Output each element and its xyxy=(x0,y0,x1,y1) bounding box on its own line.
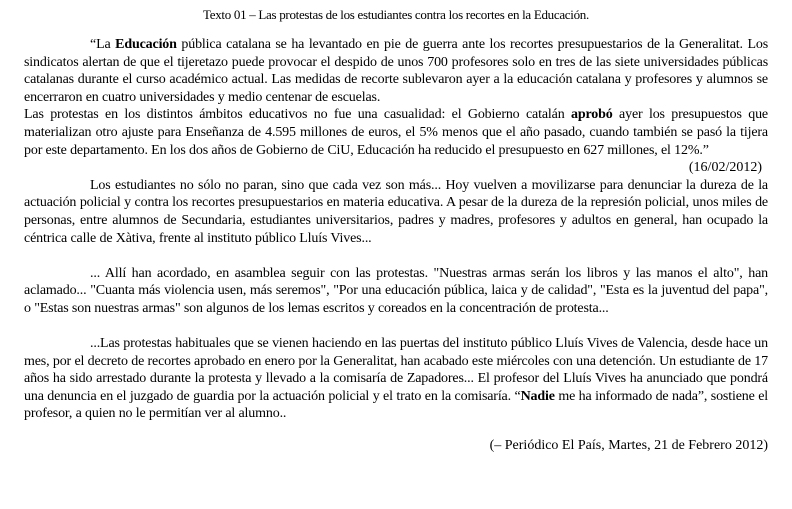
quote-date: (16/02/2012) xyxy=(688,160,762,176)
bold-word: aprobó xyxy=(570,107,613,123)
text-run: ...Las protestas habituales que se vienen haciendo en las puertas del instituto público Lluís Vives de Valencia, desde hace un mes, por el decreto de recortes aprobado en enero por la Generalitat, han acabado este miércoles con una detención. Un estudiante de 17 años ha sido arrestado durante la protesta y llevado a la comisaría de Zapadores... El profesor del Lluís Vives ha anunciado que pondrá una denuncia en el juzgado de guardia por la actuación policial y el trato en la comisaría. “ xyxy=(24,336,768,404)
bold-word: Nadie xyxy=(520,388,555,404)
text-run: Las protestas en los distintos ámbitos educativos no fue una casualidad: el Gobierno catalán xyxy=(24,107,571,123)
text-run: pública catalana se ha levantado en pie de guerra ante los recortes presupuestarios de la Generalitat. Los sindicatos alertan de que el tijeretazo puede provocar el despido de unos 700 profesores solo en tres de las siete universidades públicas catalanas durante el curso académico actual. Las medidas de recorte sublevaron ayer a la educación catalana y profesores y alumnos se encerraron en cuatro universidades y medio centenar de escuelas. xyxy=(24,37,768,105)
text-run: ayer los presupuestos que materializan otro ajuste para Enseñanza de 4.595 millones de euros, el 5% menos que el año pasado, cuando también se pasó la tijera por este departamento. En los dos años de Gobierno de CiU, Educación ha reducido el presupuesto en 627 millones, el 12%.” xyxy=(24,107,768,158)
paragraph-spacer xyxy=(24,318,768,336)
body-paragraph-2: ... Allí han acordado, en asamblea seguir con las protestas. "Nuestras armas serán los libros y las manos el alto", han aclamado... "Cuanta más violencia usen, más seremos", "Por una educación pública, laica y de calidad", "Esta es la juventud del papa", o "Estas son nuestras armas" son algunos de los lemas escritos y coreados en la concentración de protesta... xyxy=(24,265,768,316)
quote-paragraph-1 xyxy=(24,36,768,106)
document-page xyxy=(24,6,768,455)
body-paragraph-3 xyxy=(24,335,768,423)
text-run: me ha informado de nada”, sostiene el profesor, a quien no le permitían ver al alumno.. xyxy=(24,388,768,422)
source-citation: (– Periódico El País, Martes, 21 de Febrero 2012) xyxy=(489,438,768,454)
body-paragraph-1: Los estudiantes no sólo no paran, sino que cada vez son más... Hoy vuelven a movilizarse para denunciar la dureza de la actuación policial y contra los recortes presupuestarios en materia educativa. A pesar de la dureza de la represión policial, unos miles de personas, entre alumnos de Secundaria, estudiantes universitarios, padres y madres, profesores y adultos en general, han ocupado la céntrica calle de Xàtiva, frente al instituto público Lluís Vives... xyxy=(24,177,768,246)
quote-paragraph-2 xyxy=(24,106,768,159)
document-title: Texto 01 – Las protestas de los estudiantes contra los recortes en la Educación. xyxy=(203,7,589,22)
bold-word: Educación xyxy=(115,37,177,52)
text-run: “La xyxy=(90,37,116,52)
paragraph-spacer xyxy=(24,247,768,265)
